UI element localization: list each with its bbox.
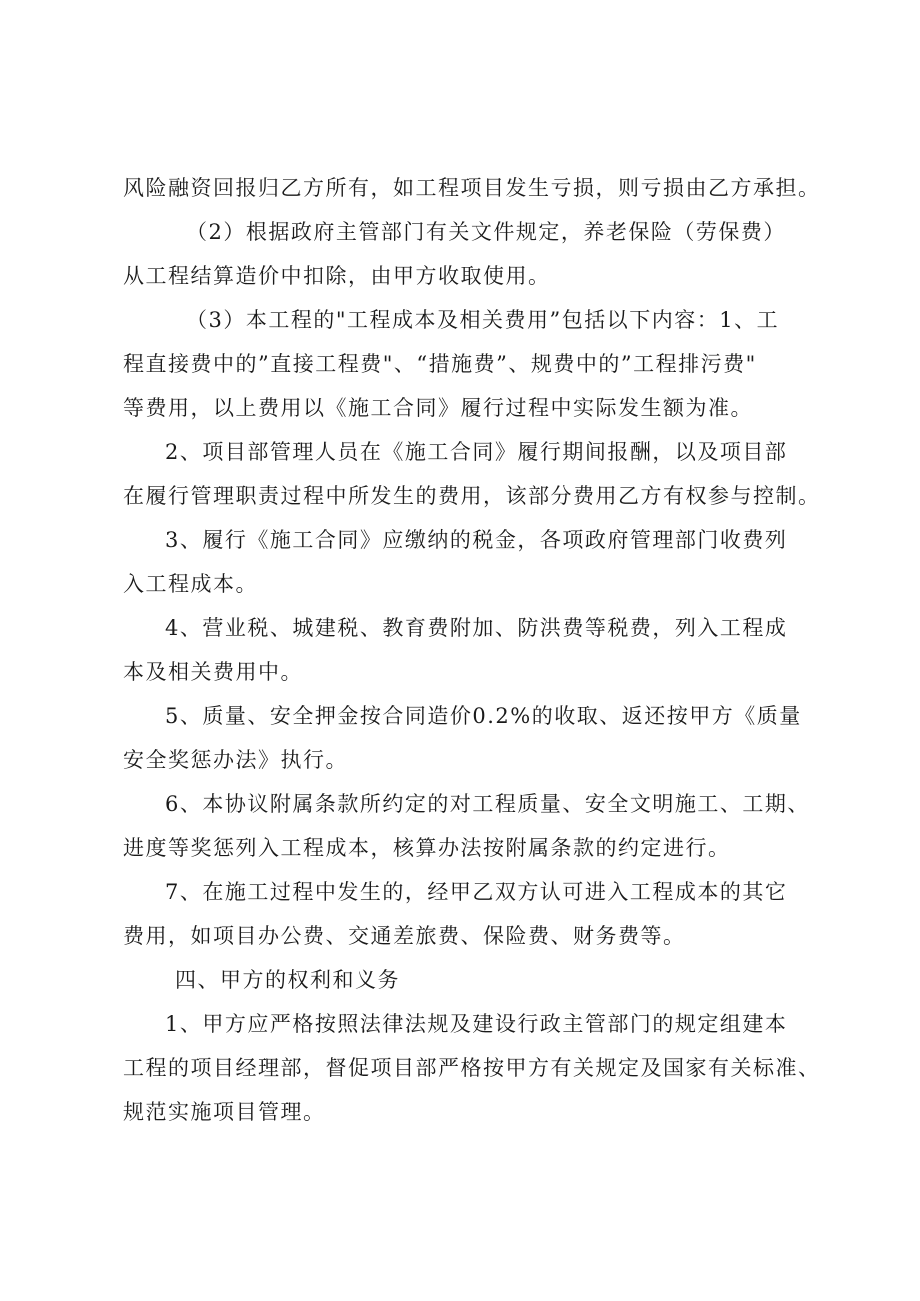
section-heading: 四、甲方的权利和义务 (175, 968, 400, 992)
text-line: 等费用，以上费用以《施工合同》履行过程中实际发生额为准。 (123, 396, 753, 420)
text-line: 工程的项目经理部，督促项目部严格按甲方有关规定及国家有关标准、 (123, 1056, 821, 1080)
paragraph-cost-5 (123, 694, 823, 782)
text-line: 规范实施项目管理。 (123, 1100, 326, 1124)
paragraph-cost-2 (123, 430, 823, 518)
text-line: 3、履行《施工合同》应缴纳的税金，各项政府管理部门收费列 (165, 528, 788, 552)
text-line: 从工程结算造价中扣除，由甲方收取使用。 (123, 264, 551, 288)
text-line: 入工程成本。 (123, 572, 258, 596)
paragraph-cost-3 (123, 518, 823, 606)
paragraph-risk-return (123, 166, 823, 210)
text-line: 4、营业税、城建税、教育费附加、防洪费等税费，列入工程成 (165, 616, 788, 640)
text-line: （3）本工程的"工程成本及相关费用”包括以下内容：1、工 (186, 308, 780, 332)
text-line: 程直接费中的”直接工程费"、“措施费”、规费中的”工程排污费" (123, 352, 757, 376)
paragraph-item-3 (123, 298, 823, 430)
text-line: 1、甲方应严格按照法律法规及建设行政主管部门的规定组建本 (165, 1012, 788, 1036)
text-line: 进度等奖惩列入工程成本，核算办法按附属条款的约定进行。 (123, 836, 731, 860)
document-body (123, 166, 823, 1134)
paragraph-cost-7 (123, 870, 823, 958)
paragraph-item-2 (123, 210, 823, 298)
text-line: 安全奖惩办法》执行。 (123, 748, 348, 772)
paragraph-cost-6 (123, 782, 823, 870)
text-line: 5、质量、安全押金按合同造价0.2%的收取、返还按甲方《质量 (165, 704, 802, 728)
text-line: 2、项目部管理人员在《施工合同》履行期间报酬，以及项目部 (165, 440, 788, 464)
text-line: 6、本协议附属条款所约定的对工程质量、安全文明施工、工期、 (165, 792, 810, 816)
section-heading-4 (123, 958, 823, 1002)
text-line: 在履行管理职责过程中所发生的费用，该部分费用乙方有权参与控制。 (123, 484, 821, 508)
text-line: 风险融资回报归乙方所有，如工程项目发生亏损，则亏损由乙方承担。 (123, 176, 821, 200)
text-line: 7、在施工过程中发生的，经甲乙双方认可进入工程成本的其它 (165, 880, 788, 904)
text-line: （2）根据政府主管部门有关文件规定，养老保险（劳保费） (186, 220, 786, 244)
text-line: 费用，如项目办公费、交通差旅费、保险费、财务费等。 (123, 924, 686, 948)
text-line: 本及相关费用中。 (123, 660, 303, 684)
paragraph-party-a-1 (123, 1002, 823, 1134)
paragraph-cost-4 (123, 606, 823, 694)
